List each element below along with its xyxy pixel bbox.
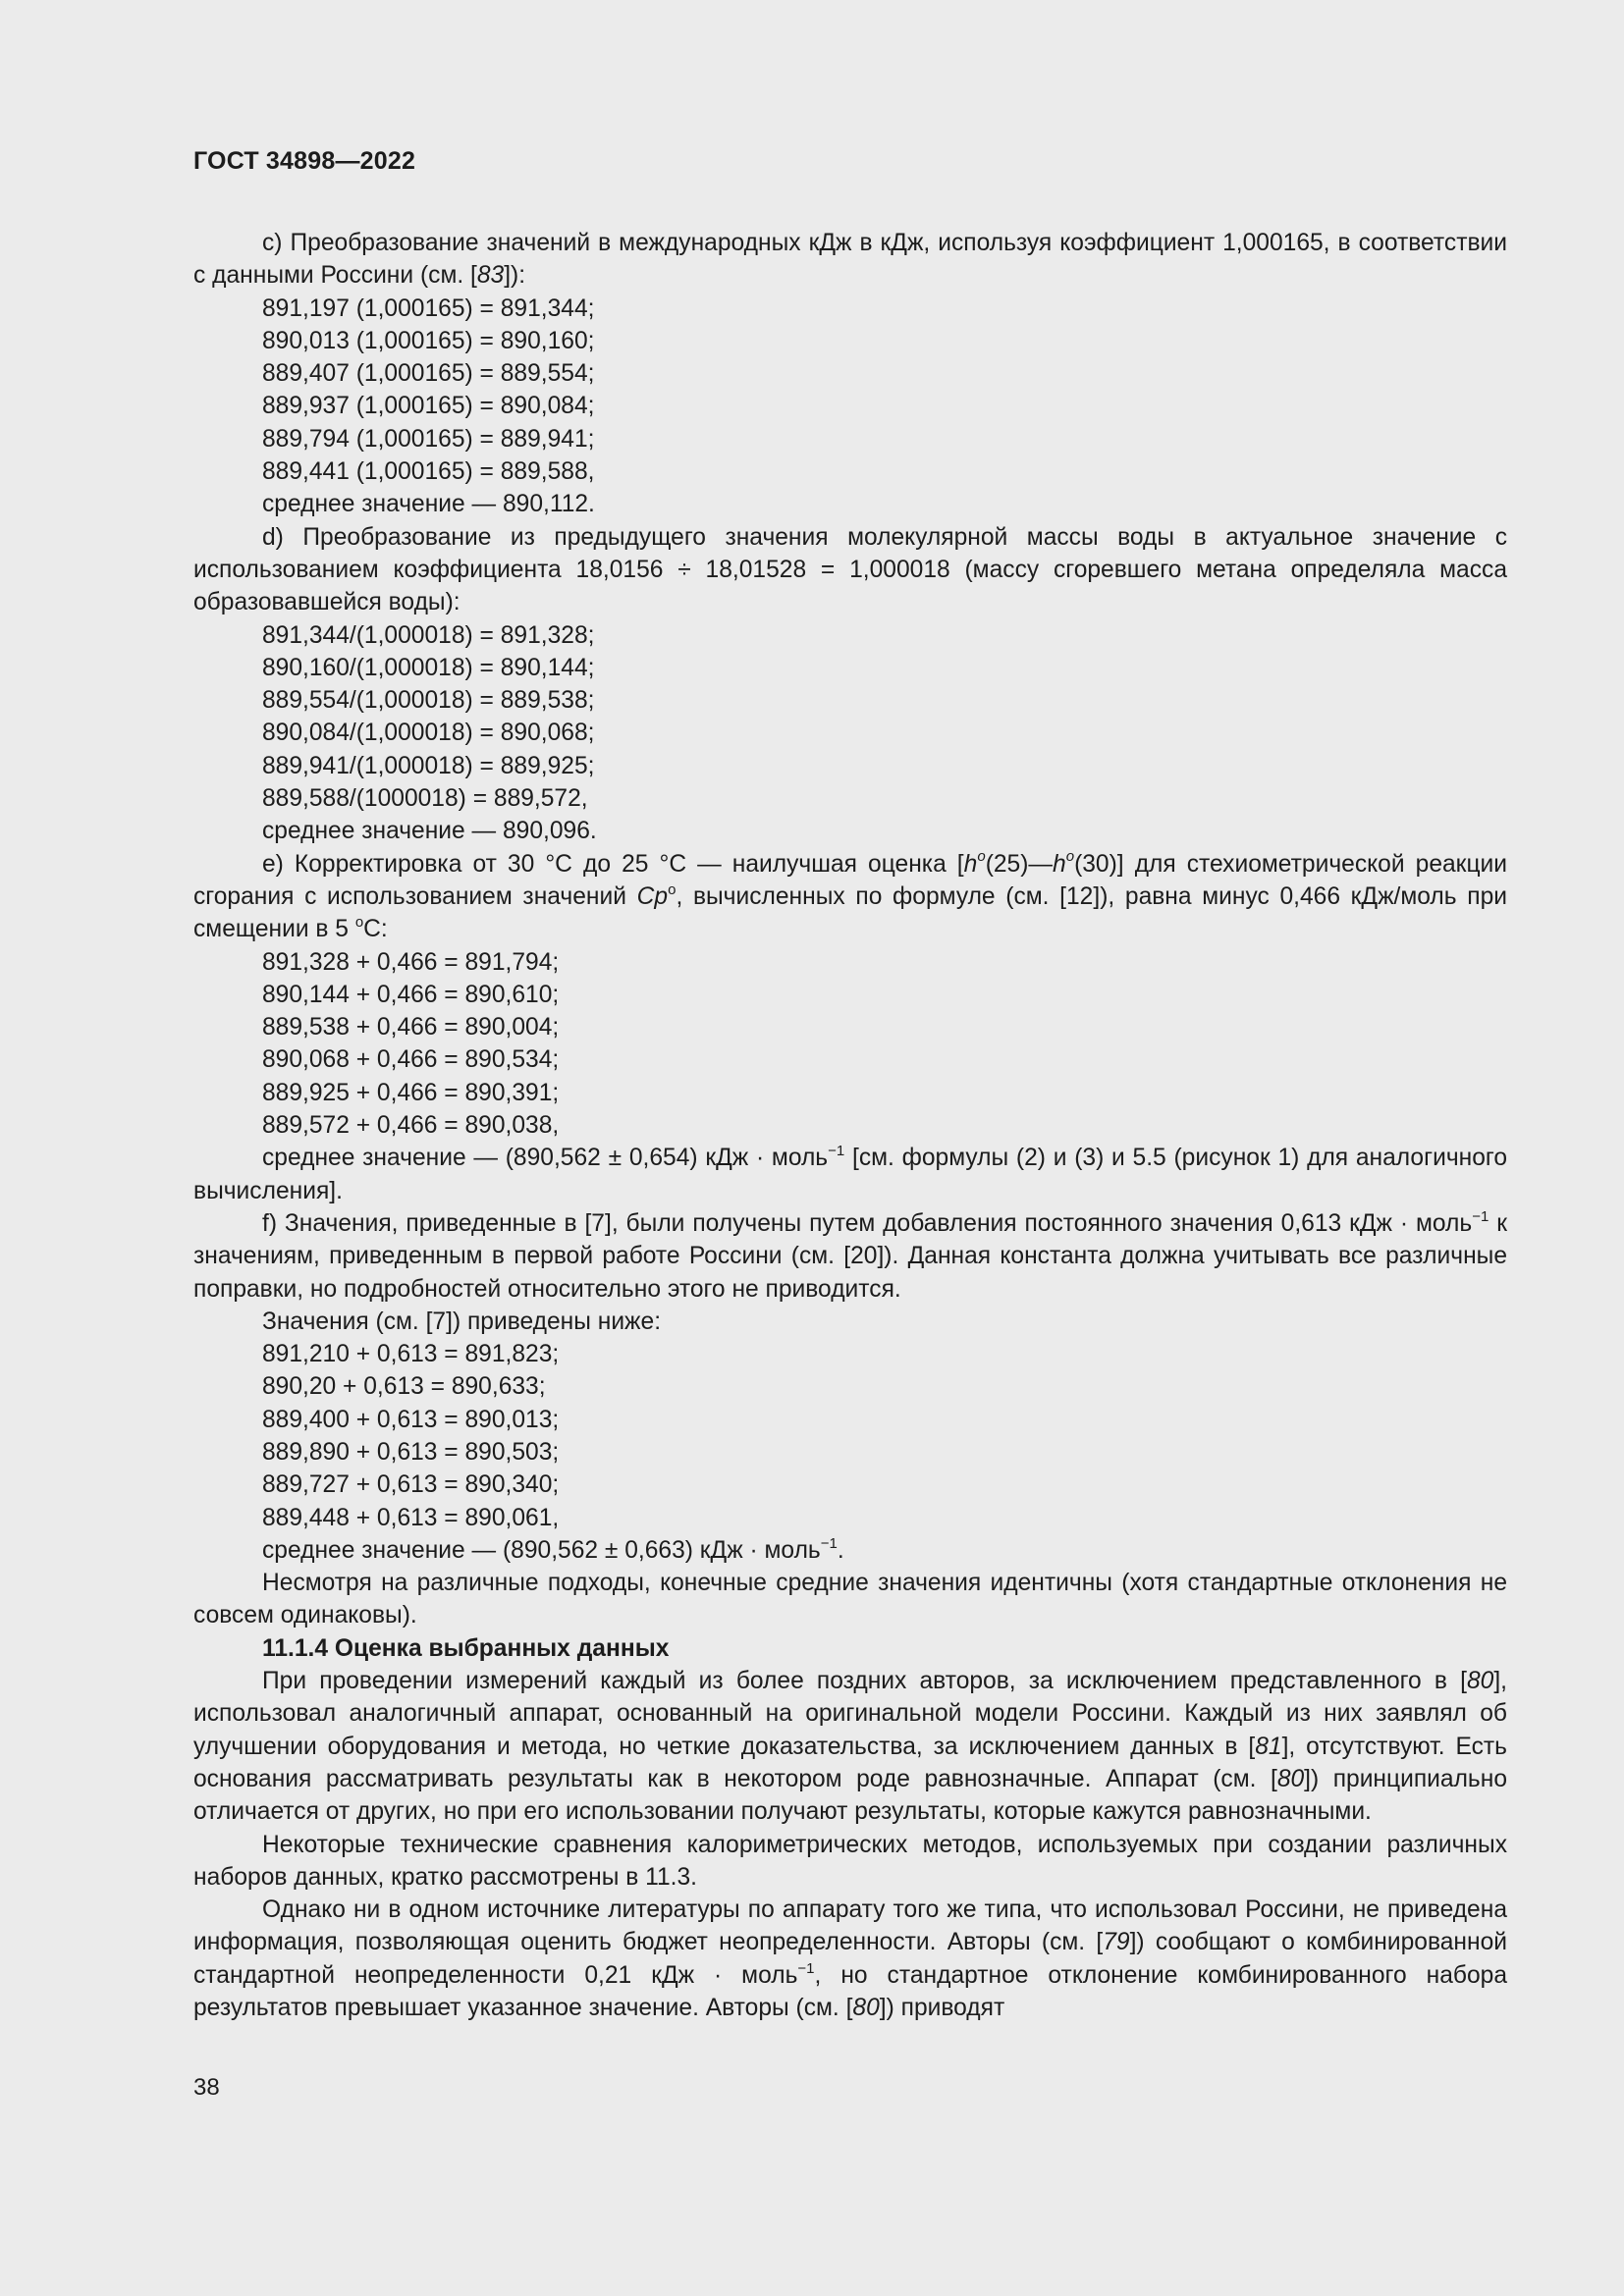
document-header: ГОСТ 34898—2022 (193, 147, 416, 175)
item-f-intro: f) Значения, приведенные в [7], были получены путем добавления постоянного значения 0,613 кДж · моль$^{-1}$ к значениям, приведенным в первой работе Россини (см. [20]). Данная константа должна учитывать все различные поправки, но подробностей относительно этого не приводится. (193, 1207, 1507, 1303)
equation-line: 889,448 + 0,613 = 890,061, (262, 1504, 560, 1531)
reference-link: 83 (476, 262, 505, 290)
equation-line: 889,727 + 0,613 = 890,340; (262, 1471, 560, 1499)
equation-line: 890,20 + 0,613 = 890,633; (262, 1373, 546, 1401)
section-heading: 11.1.4 Оценка выбранных данных (262, 1634, 670, 1662)
item-e-equations (193, 946, 1507, 1143)
item-d-intro: d) Преобразование из предыдущего значения молекулярной массы воды в актуальное значение с использованием коэффициента 18,0156 ÷ 18,01528 = 1,000018 (массу сгоревшего метана определяла масса образовавшейся воды): (193, 523, 1507, 616)
equation-line: 890,160/(1,000018) = 890,144; (262, 654, 595, 681)
page-number: 38 (193, 2074, 220, 2101)
equation-line: 891,210 + 0,613 = 891,823; (262, 1341, 560, 1368)
item-f-mean: среднее значение — (890,562 ± 0,663) кДж · моль$^{-1}$. (262, 1534, 844, 1564)
equation-line: 889,925 + 0,466 = 890,391; (262, 1079, 560, 1106)
equation-line: 891,197 (1,000165) = 891,344; (262, 294, 595, 322)
paragraph-apparatus: При проведении измерений каждый из более поздних авторов, за исключением представленного в [80], использовал аналогичный аппарат, основанный на оригинальной модели Россини. Каждый из них заявлял об улучшении оборудования и метода, но четкие доказательства, за исключением данных в [81], отсутствуют. Есть основания рассматривать результаты как в некотором роде равнозначные. Аппарат (см. [80]) принципиально отличается от других, но при его использовании получают результаты, которые кажутся равнозначными. (193, 1668, 1507, 1826)
reference-link: 80 (1276, 1765, 1305, 1792)
equation-line: 889,941/(1,000018) = 889,925; (262, 752, 595, 779)
equation-line: 890,144 + 0,466 = 890,610; (262, 981, 560, 1008)
equation-line: 889,588/(1000018) = 889,572, (262, 785, 588, 813)
reference-link: 81 (1255, 1733, 1282, 1760)
reference-link: 80 (852, 1995, 880, 2022)
equation-line: 889,937 (1,000165) = 890,084; (262, 393, 595, 420)
equation-line: 890,013 (1,000165) = 890,160; (262, 327, 595, 354)
item-f-values-label: Значения (см. [7]) приведены ниже: (262, 1308, 662, 1335)
reference-link: 80 (1466, 1668, 1494, 1695)
paragraph-comparisons: Некоторые технические сравнения калориметрических методов, используемых при создании различных наборов данных, кратко рассмотрены в 11.3. (193, 1831, 1507, 1891)
equation-line: 889,400 + 0,613 = 890,013; (262, 1406, 560, 1433)
paragraph-uncertainty: Однако ни в одном источнике литературы по аппарату того же типа, что использовал Россини, не приведена информация, позволяющая оценить бюджет неопределенности. Авторы (см. [79]) сообщают о комбинированной стандартной неопределенности 0,21 кДж · моль$^{-1}$, но стандартное отклонение комбинированного набора результатов превышает указанное значение. Авторы (см. [80]) приводят (193, 1896, 1507, 2022)
item-c-intro: c) Преобразование значений в международных кДж в кДж, используя коэффициент 1,000165, в соответствии с данными Россини (см. [83]): (193, 230, 1507, 290)
item-e-intro: e) Корректировка от 30 °C до 25 °C — наилучшая оценка $[h^o(25)—h^o(30)]$ для стехиометрической реакции сгорания с использованием значений Cp$^o$, вычисленных по формуле (см. [12]), равна минус 0,466 кДж/моль при смещении в 5 $^o$C: (193, 848, 1508, 943)
conclusion-paragraph: Несмотря на различные подходы, конечные средние значения идентичны (хотя стандартные отклонения не совсем одинаковы). (193, 1570, 1507, 1629)
page-body (193, 227, 1507, 2024)
mean-value-line: среднее значение — 890,096. (262, 818, 597, 845)
equation-line: 889,407 (1,000165) = 889,554; (262, 360, 595, 388)
equation-line: 889,441 (1,000165) = 889,588, (262, 458, 595, 486)
equation-line: 889,538 + 0,466 = 890,004; (262, 1014, 560, 1041)
item-c-equations (193, 293, 1507, 521)
item-d-equations (193, 619, 1507, 848)
item-e-mean: среднее значение — (890,562 ± 0,654) кДж · моль$^{-1}$ [см. формулы (2) и (3) и 5.5 (рисунок 1) для аналогичного вычисления]. (193, 1143, 1508, 1204)
item-f-equations (193, 1338, 1507, 1534)
mean-value-line: среднее значение — 890,112. (262, 491, 595, 518)
equation-line: 889,794 (1,000165) = 889,941; (262, 425, 595, 453)
equation-line: 889,572 + 0,466 = 890,038, (262, 1112, 560, 1140)
equation-line: 890,068 + 0,466 = 890,534; (262, 1046, 560, 1074)
equation-line: 891,328 + 0,466 = 891,794; (262, 948, 560, 976)
equation-line: 889,890 + 0,613 = 890,503; (262, 1438, 560, 1466)
equation-line: 891,344/(1,000018) = 891,328; (262, 621, 595, 649)
equation-line: 890,084/(1,000018) = 890,068; (262, 720, 595, 747)
equation-line: 889,554/(1,000018) = 889,538; (262, 687, 595, 715)
reference-link: 79 (1103, 1929, 1130, 1956)
